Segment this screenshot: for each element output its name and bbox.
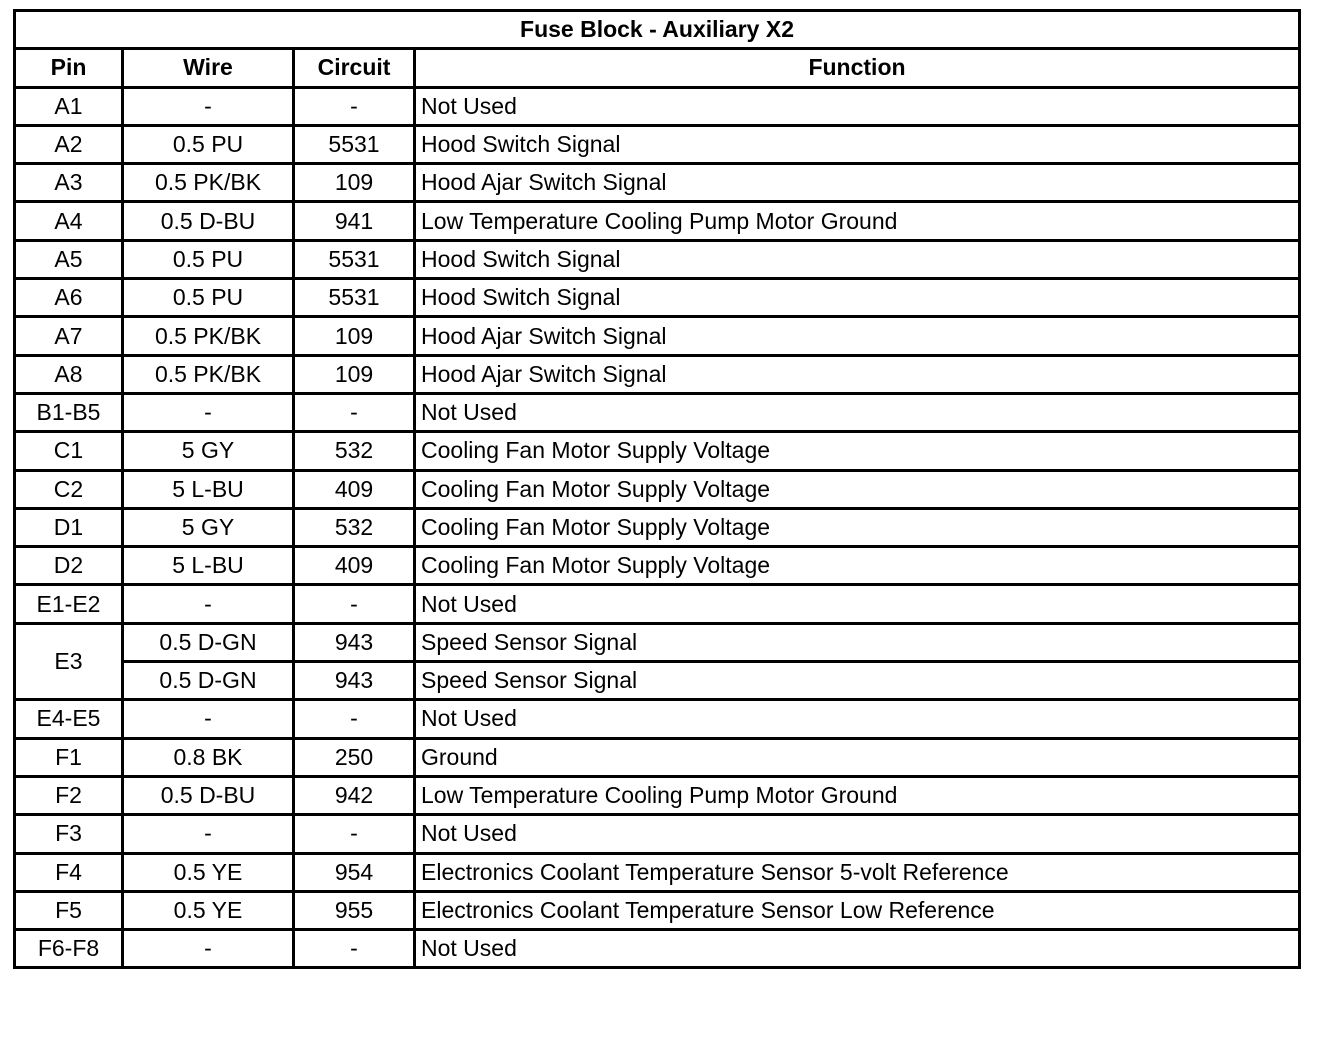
pinout-table [13,9,1301,969]
wire-cell: 0.5 YE [123,891,294,929]
pin-cell: C2 [15,470,123,508]
function-cell: Ground [415,738,1300,776]
function-cell: Low Temperature Cooling Pump Motor Ground [415,776,1300,814]
function-cell: Hood Ajar Switch Signal [415,317,1300,355]
function-cell: Not Used [415,585,1300,623]
wire-cell: - [123,815,294,853]
circuit-cell: - [294,393,415,431]
circuit-cell: 250 [294,738,415,776]
table-row [15,662,1300,700]
circuit-cell: 409 [294,547,415,585]
table-row [15,279,1300,317]
pin-cell: E1-E2 [15,585,123,623]
table-row [15,470,1300,508]
table-row [15,853,1300,891]
function-cell: Cooling Fan Motor Supply Voltage [415,432,1300,470]
wire-cell: 0.5 D-GN [123,662,294,700]
table-row [15,125,1300,163]
pin-cell: D1 [15,508,123,546]
pin-cell: A5 [15,240,123,278]
pin-header: Pin [15,49,123,87]
wire-cell: 0.5 PU [123,125,294,163]
circuit-cell: 532 [294,432,415,470]
wire-cell: - [123,700,294,738]
wire-cell: 0.5 PU [123,240,294,278]
function-header: Function [415,49,1300,87]
function-cell: Electronics Coolant Temperature Sensor 5-volt Reference [415,853,1300,891]
pin-cell: E3 [15,623,123,700]
table-row [15,508,1300,546]
function-cell: Cooling Fan Motor Supply Voltage [415,508,1300,546]
function-cell: Low Temperature Cooling Pump Motor Ground [415,202,1300,240]
function-cell: Hood Switch Signal [415,125,1300,163]
wire-cell: 0.5 D-GN [123,623,294,661]
function-cell: Hood Ajar Switch Signal [415,355,1300,393]
circuit-header: Circuit [294,49,415,87]
wire-cell: 0.5 D-BU [123,776,294,814]
pin-cell: F5 [15,891,123,929]
pin-cell: A7 [15,317,123,355]
table-row [15,393,1300,431]
circuit-cell: 5531 [294,125,415,163]
circuit-cell: 943 [294,623,415,661]
wire-cell: - [123,87,294,125]
table-row [15,585,1300,623]
pin-cell: F2 [15,776,123,814]
circuit-cell: - [294,930,415,968]
wire-cell: - [123,585,294,623]
function-cell: Hood Switch Signal [415,279,1300,317]
circuit-cell: 5531 [294,240,415,278]
pin-cell: B1-B5 [15,393,123,431]
wire-header: Wire [123,49,294,87]
circuit-cell: 942 [294,776,415,814]
pin-cell: F1 [15,738,123,776]
table-row [15,164,1300,202]
circuit-cell: - [294,585,415,623]
table-row [15,815,1300,853]
circuit-cell: - [294,815,415,853]
wire-cell: 5 L-BU [123,470,294,508]
table-row [15,623,1300,661]
function-cell: Not Used [415,815,1300,853]
wire-cell: 0.5 D-BU [123,202,294,240]
pin-cell: E4-E5 [15,700,123,738]
wire-cell: 0.5 YE [123,853,294,891]
table-row [15,432,1300,470]
pin-cell: F4 [15,853,123,891]
circuit-cell: - [294,87,415,125]
circuit-cell: - [294,700,415,738]
function-cell: Cooling Fan Motor Supply Voltage [415,547,1300,585]
circuit-cell: 109 [294,355,415,393]
circuit-cell: 5531 [294,279,415,317]
function-cell: Electronics Coolant Temperature Sensor Low Reference [415,891,1300,929]
table-row [15,355,1300,393]
pin-cell: A6 [15,279,123,317]
circuit-cell: 941 [294,202,415,240]
circuit-cell: 943 [294,662,415,700]
function-cell: Speed Sensor Signal [415,623,1300,661]
wire-cell: - [123,393,294,431]
function-cell: Cooling Fan Motor Supply Voltage [415,470,1300,508]
wire-cell: 0.5 PK/BK [123,317,294,355]
pin-cell: A1 [15,87,123,125]
wire-cell: 0.5 PK/BK [123,355,294,393]
function-cell: Hood Ajar Switch Signal [415,164,1300,202]
table-row [15,930,1300,968]
wire-cell: 5 L-BU [123,547,294,585]
table-row [15,891,1300,929]
table-row [15,202,1300,240]
table-body [15,87,1300,968]
table-row [15,776,1300,814]
pin-cell: A3 [15,164,123,202]
table-row [15,317,1300,355]
circuit-cell: 109 [294,317,415,355]
table-row [15,547,1300,585]
circuit-cell: 955 [294,891,415,929]
pin-cell: C1 [15,432,123,470]
pin-cell: F3 [15,815,123,853]
header-row [15,49,1300,87]
table-title: Fuse Block - Auxiliary X2 [15,11,1300,49]
function-cell: Not Used [415,930,1300,968]
wire-cell: 5 GY [123,508,294,546]
pin-cell: A8 [15,355,123,393]
wire-cell: 0.5 PK/BK [123,164,294,202]
pin-cell: A4 [15,202,123,240]
pin-cell: A2 [15,125,123,163]
wire-cell: 0.8 BK [123,738,294,776]
function-cell: Not Used [415,700,1300,738]
circuit-cell: 409 [294,470,415,508]
circuit-cell: 954 [294,853,415,891]
circuit-cell: 532 [294,508,415,546]
function-cell: Not Used [415,393,1300,431]
wire-cell: 0.5 PU [123,279,294,317]
function-cell: Speed Sensor Signal [415,662,1300,700]
circuit-cell: 109 [294,164,415,202]
pin-cell: D2 [15,547,123,585]
wire-cell: 5 GY [123,432,294,470]
function-cell: Hood Switch Signal [415,240,1300,278]
wire-cell: - [123,930,294,968]
table-row [15,700,1300,738]
function-cell: Not Used [415,87,1300,125]
table-row [15,738,1300,776]
pin-cell: F6-F8 [15,930,123,968]
table-row [15,240,1300,278]
table-row [15,87,1300,125]
